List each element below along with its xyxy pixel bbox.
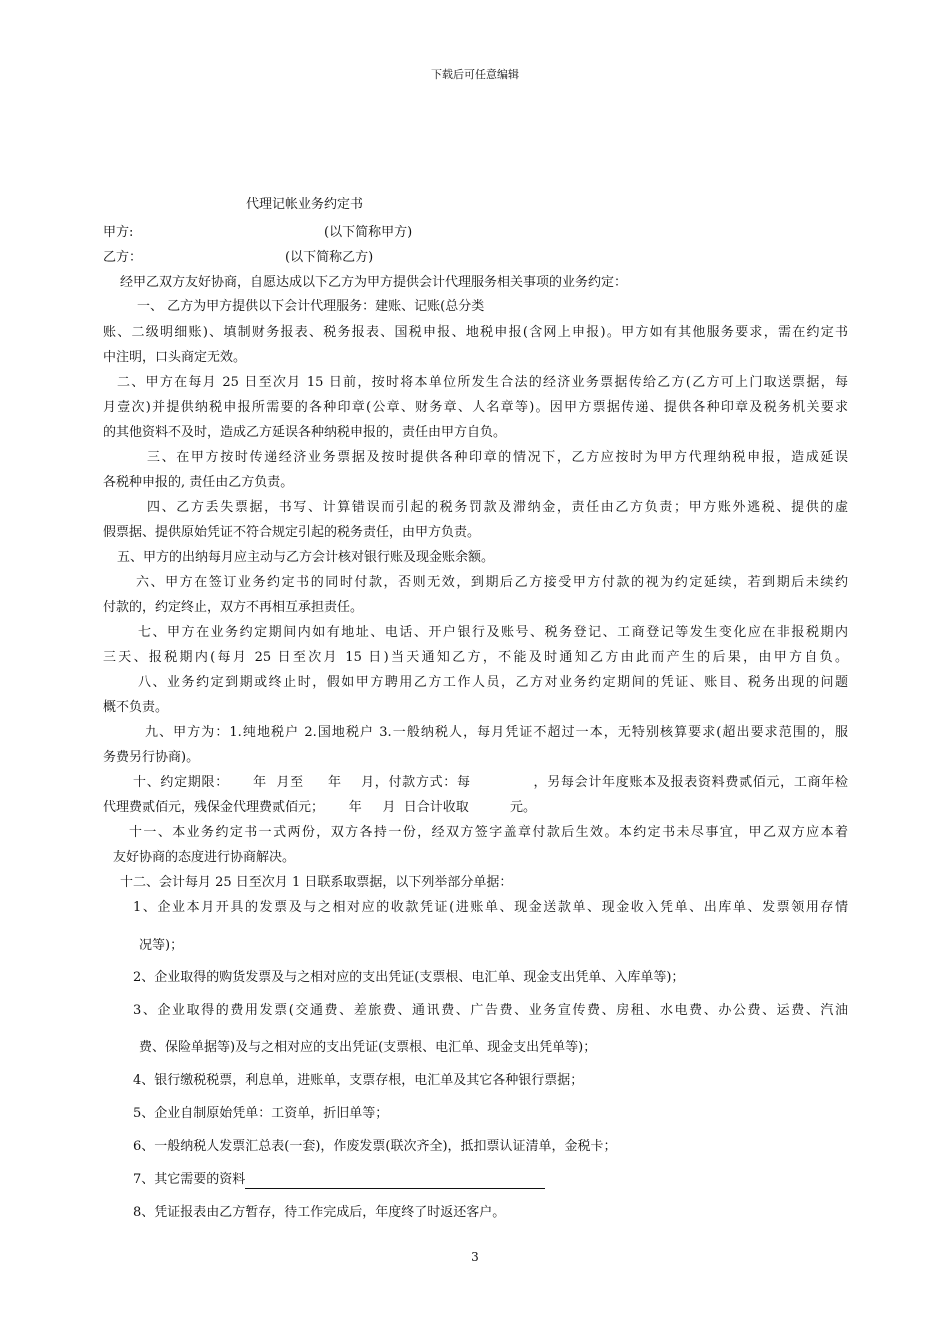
clause-6-line-2: 付款的，约定终止，双方不再相互承担责任。 [103, 600, 364, 615]
clause-12-item-7-text: 7、其它需要的资料 [133, 1172, 246, 1187]
clause-12-item-2: 2、企业取得的购货发票及与之相对应的支出凭证(支票根、电汇单、现金支出凭单、入库单等)； [133, 970, 685, 985]
clause-8-line-2: 概不负责。 [103, 700, 169, 715]
clause-1-line-2: 账、二级明细账)、填制财务报表、税务报表、国税申报、地税申报(含网上申报)。甲方如有其他服务要求，需在约定书 [103, 325, 848, 340]
clause-11-line-1: 十一、本业务约定书一式两份，双方各持一份，经双方签字盖章付款后生效。本约定书未尽事宜，甲乙双方应本着 [129, 825, 848, 840]
clause-7-line-2: 三天、报税期内(每月 25 日至次月 15 日)当天通知乙方，不能及时通知乙方由此而产生的后果，由甲方自负。 [103, 650, 848, 665]
party-a-label: 甲方: [103, 225, 134, 240]
clause-2-line-2: 月壹次)并提供纳税申报所需要的各种印章(公章、财务章、人名章等)。因甲方票据传递、提供各种印章及税务机关要求 [103, 400, 848, 415]
clause-9-line-2: 务费另行协商)。 [103, 750, 200, 765]
clause-4-line-1: 四、乙方丢失票据，书写、计算错误而引起的税务罚款及滞纳金，责任由乙方负责；甲方账外逃税、提供的虚 [147, 500, 848, 515]
clause-8-line-1: 八、业务约定到期或终止时，假如甲方聘用乙方工作人员，乙方对业务约定期间的凭证、账目、税务出现的问题 [138, 675, 848, 690]
clause-2-line-3: 的其他资料不及时，造成乙方延误各种纳税申报的，责任由甲方自负。 [103, 425, 507, 440]
fill-in-blank-line [245, 1175, 545, 1189]
clause-12-item-5: 5、企业自制原始凭单：工资单，折旧单等； [133, 1106, 389, 1121]
clause-1-line-3: 中注明，口头商定无效。 [103, 350, 247, 365]
clause-12-item-8: 8、凭证报表由乙方暂存，待工作完成后，年度终了时返还客户。 [133, 1205, 506, 1220]
clause-6-line-1: 六、甲方在签订业务约定书的同时付款，否则无效，到期后乙方接受甲方付款的视为约定延续，若到期后未续约 [136, 575, 848, 590]
clause-10-line-2: 代理费贰佰元，残保金代理费贰佰元； 年 月 日合计收取 元。 [103, 800, 537, 815]
clause-12-item-1-line-1: 1、企业本月开具的发票及与之相对应的收款凭证(进账单、现金送款单、现金收入凭单、出库单、发票领用存情 [133, 900, 848, 915]
page-number: 3 [471, 1250, 479, 1264]
clause-12-title: 十二、会计每月 25 日至次月 1 日联系取票据，以下列举部分单据： [120, 875, 513, 890]
party-b-note: (以下简称乙方) [285, 250, 374, 265]
clause-4-line-2: 假票据、提供原始凭证不符合规定引起的税务责任，由甲方负责。 [103, 525, 481, 540]
clause-11-line-2: 友好协商的态度进行协商解决。 [113, 850, 296, 865]
clause-9-line-1: 九、甲方为：1.纯地税户 2.国地税户 3.一般纳税人，每月凭证不超过一本，无特别核算要求(超出要求范围的，服 [145, 725, 848, 740]
clause-3-line-2: 各税种申报的, 责任由乙方负责。 [103, 475, 294, 490]
clause-12-item-3-line-2: 费、保险单据等)及与之相对应的支出凭证(支票根、电汇单、现金支出凭单等)； [139, 1040, 597, 1055]
clause-12-item-3-line-1: 3、企业取得的费用发票(交通费、差旅费、通讯费、广告费、业务宣传费、房租、水电费、办公费、运费、汽油 [133, 1003, 848, 1018]
party-b-label: 乙方： [103, 250, 143, 265]
clause-12-item-6: 6、一般纳税人发票汇总表(一套)，作废发票(联次齐全)，抵扣票认证清单，金税卡； [133, 1139, 617, 1154]
clause-5: 五、甲方的出纳每月应主动与乙方会计核对银行账及现金账余额。 [117, 550, 495, 565]
clause-3-line-1: 三、在甲方按时传递经济业务票据及按时提供各种印章的情况下，乙方应按时为甲方代理纳税申报，造成延误 [147, 450, 848, 465]
clause-12-item-4: 4、银行缴税税票，利息单，进账单，支票存根，电汇单及其它各种银行票据； [133, 1073, 584, 1088]
header-note: 下载后可任意编辑 [431, 68, 519, 81]
clause-1-line-1: 一、 乙方为甲方提供以下会计代理服务：建账、记账(总分类 [137, 299, 485, 314]
clause-12-item-7 [133, 1171, 878, 1189]
clause-10-line-1: 十、约定期限： 年 月至 年 月，付款方式：每 ，另每会计年度账本及报表资料费贰佰元，工商年检 [133, 775, 848, 790]
intro-paragraph: 经甲乙双方友好协商，自愿达成以下乙方为甲方提供会计代理服务相关事项的业务约定： [120, 275, 628, 290]
party-a-note: (以下简称甲方) [324, 225, 413, 240]
clause-7-line-1: 七、甲方在业务约定期间内如有地址、电话、开户银行及账号、税务登记、工商登记等发生变化应在非报税期内 [138, 625, 848, 640]
document-title: 代理记帐业务约定书 [246, 197, 364, 212]
clause-2-line-1: 二、甲方在每月 25 日至次月 15 日前，按时将本单位所发生合法的经济业务票据传给乙方(乙方可上门取送票据，每 [117, 375, 848, 390]
clause-12-item-1-line-2: 况等)； [139, 938, 184, 953]
